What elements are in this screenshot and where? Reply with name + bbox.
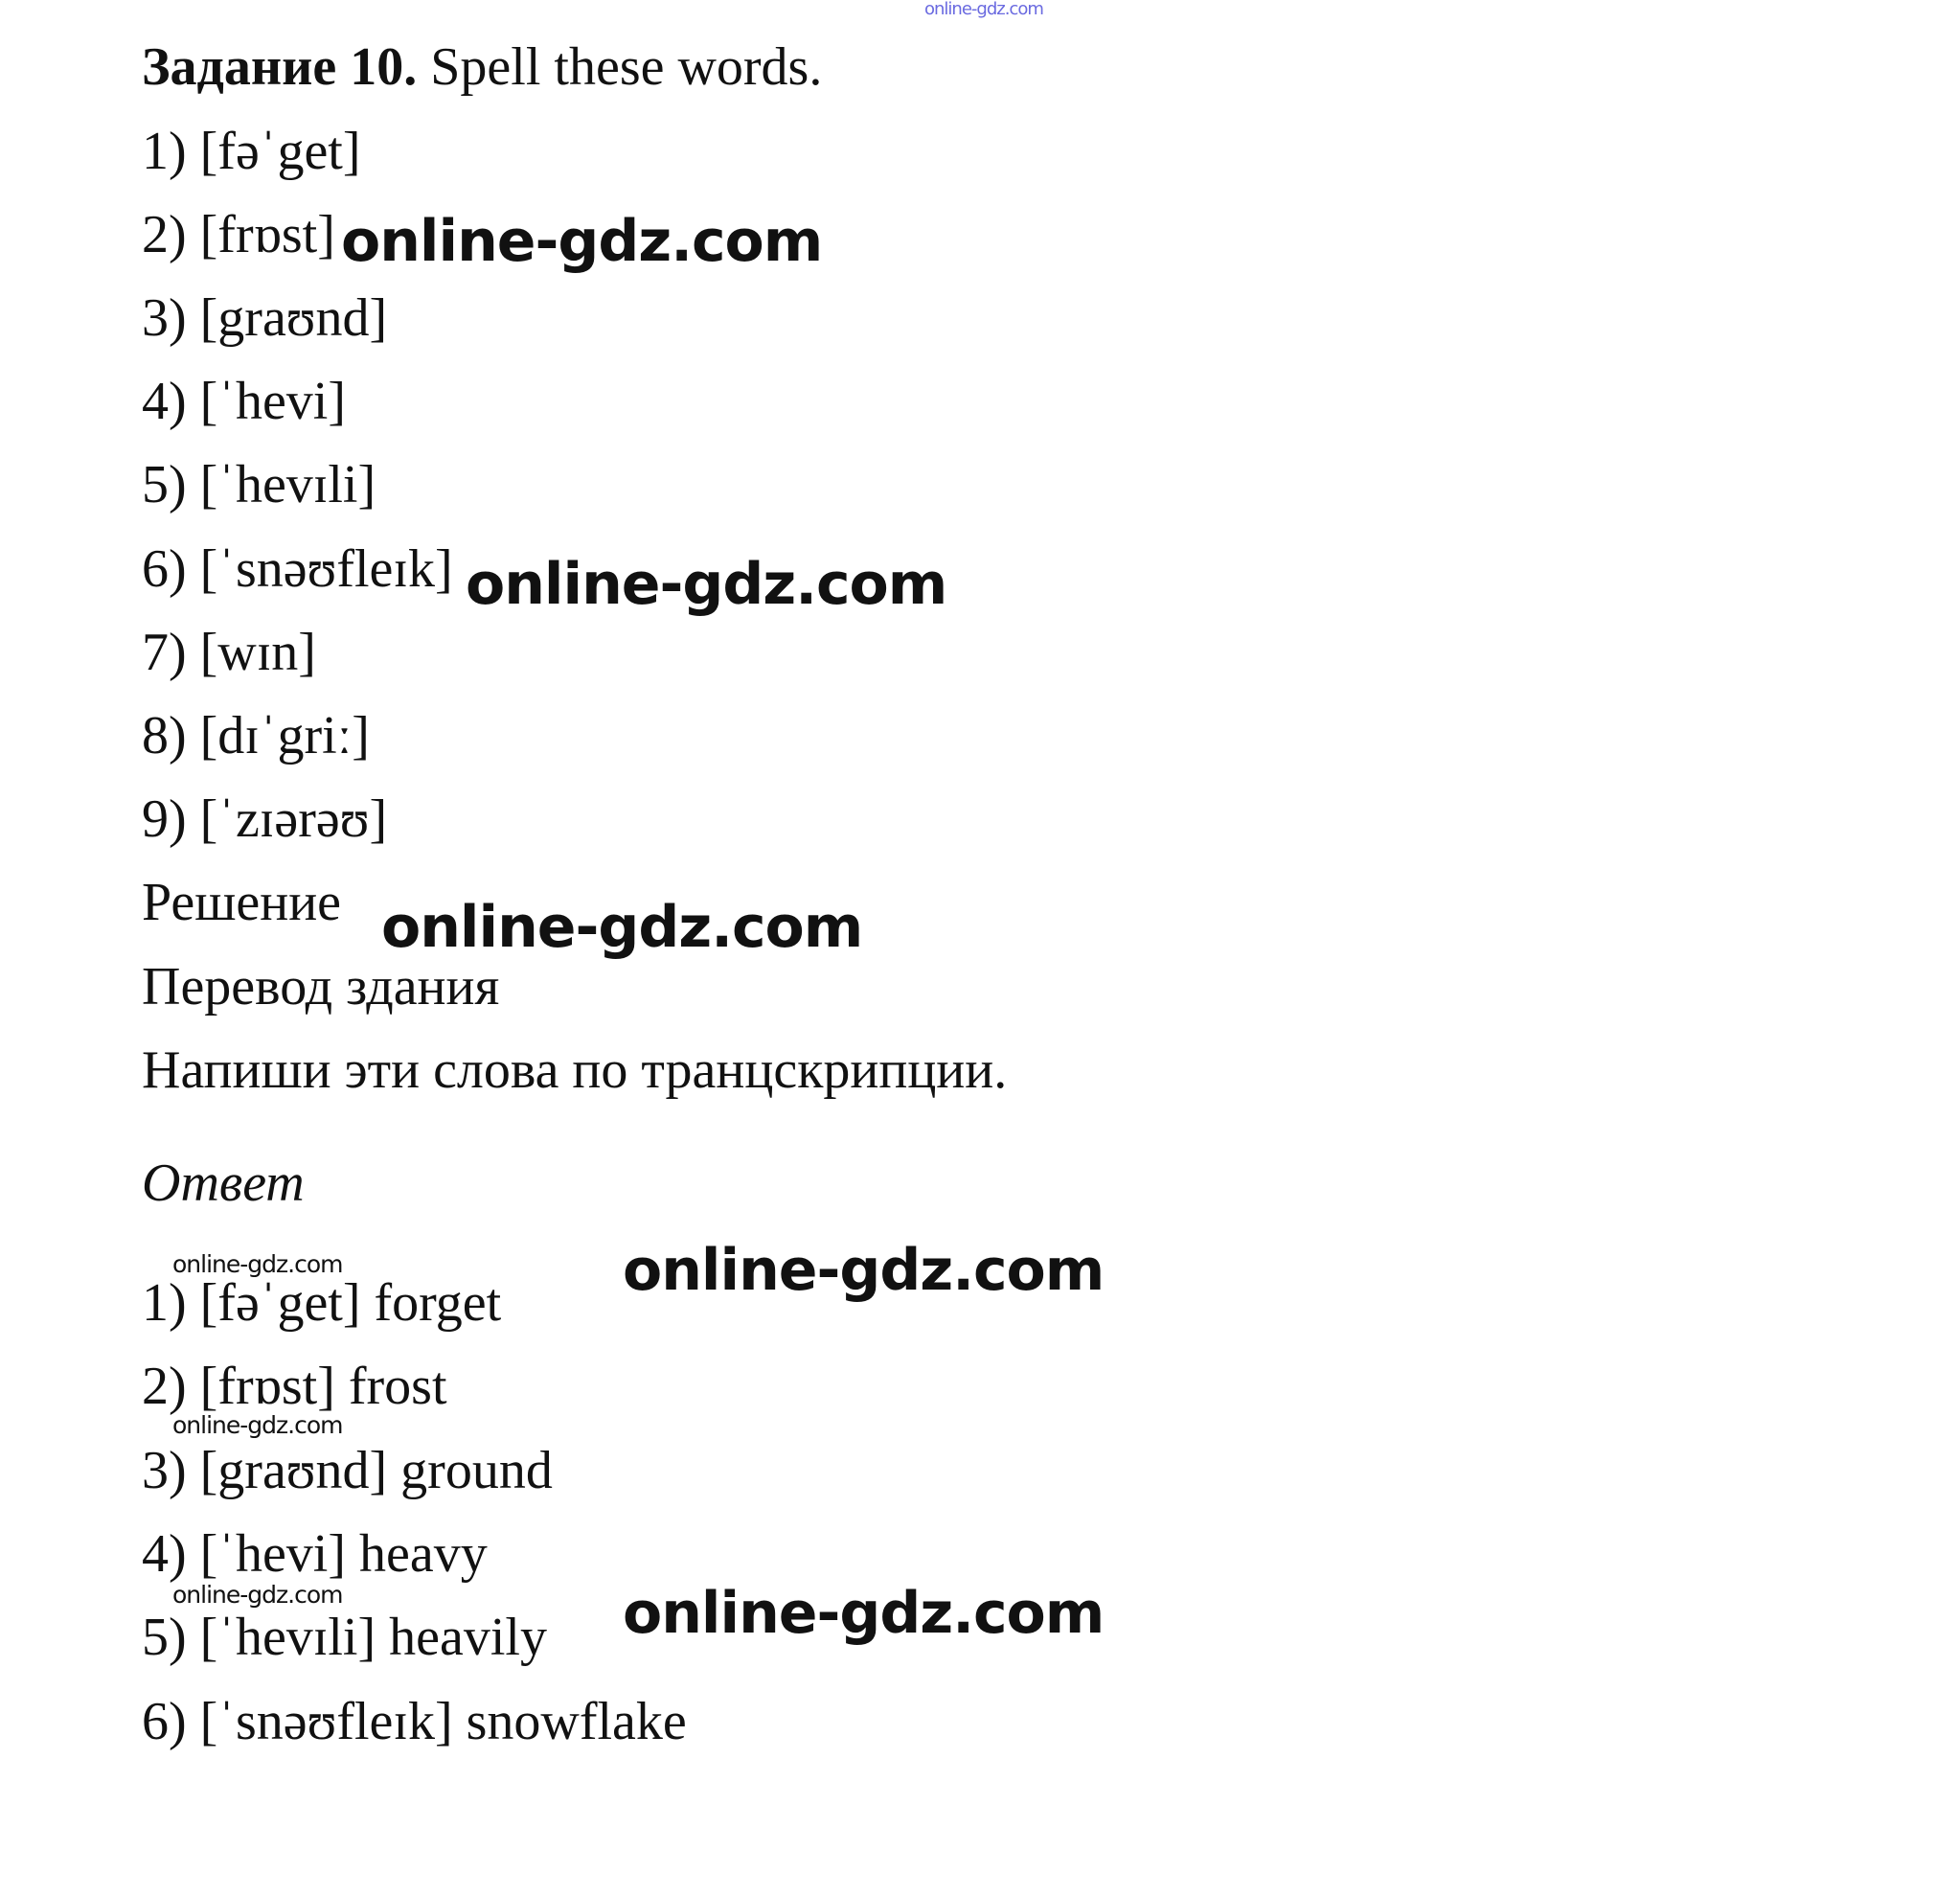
task-instruction: Spell these words. [430, 37, 823, 97]
watermark-large: online-gdz.com [341, 208, 823, 275]
answer-item-1: 1) [fəˈget] forget [142, 1273, 502, 1333]
transcription-item-5: 5) [ˈhevɪli] [142, 455, 376, 514]
watermark-large: online-gdz.com [623, 1580, 1105, 1647]
transcription-item-2: 2) [frɒst] [142, 205, 335, 264]
transcription-item-8: 8) [dɪˈgriː] [142, 706, 370, 765]
task-title [142, 36, 822, 98]
watermark-small: online-gdz.com [172, 1411, 343, 1439]
answer-heading: Ответ [142, 1154, 305, 1213]
answer-item-6: 6) [ˈsnəʊfleɪk] snowflake [142, 1692, 687, 1751]
translation-heading: Перевод здания [142, 957, 500, 1017]
answer-item-4: 4) [ˈhevi] heavy [142, 1524, 488, 1584]
transcription-item-3: 3) [graʊnd] [142, 288, 388, 348]
answer-item-2: 2) [frɒst] frost [142, 1357, 447, 1416]
solution-heading: Решение [142, 873, 342, 932]
transcription-item-9: 9) [ˈzɪərəʊ] [142, 789, 388, 849]
watermark-small: online-gdz.com [172, 1581, 343, 1609]
watermark-large: online-gdz.com [466, 551, 947, 618]
transcription-item-4: 4) [ˈhevi] [142, 372, 347, 431]
transcription-item-7: 7) [wɪn] [142, 623, 316, 682]
transcription-item-6: 6) [ˈsnəʊfleɪk] [142, 539, 453, 599]
watermark-large: online-gdz.com [623, 1237, 1105, 1304]
watermark-small: online-gdz.com [172, 1250, 343, 1278]
translation-text: Напиши эти слова по транцскрипции. [142, 1040, 1008, 1100]
answer-item-3: 3) [graʊnd] ground [142, 1441, 553, 1500]
transcription-item-1: 1) [fəˈget] [142, 122, 361, 181]
answer-item-5: 5) [ˈhevɪli] heavily [142, 1608, 547, 1667]
watermark-large: online-gdz.com [381, 894, 863, 961]
top-watermark: online-gdz.com [924, 0, 1043, 19]
task-number: Задание 10. [142, 37, 418, 97]
